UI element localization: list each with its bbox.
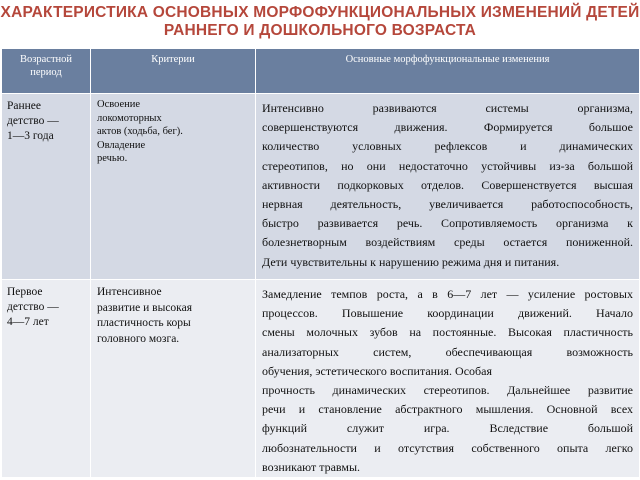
cell-text-line: процессов. Повышение координации движений. Начало [262, 306, 633, 321]
cell-text-line: Интенсивное [97, 286, 162, 298]
page-title-line-2: РАННЕГО И ДОШКОЛЬНОГО ВОЗРАСТА [163, 22, 477, 39]
cell-text-line: развитие и высокая [97, 301, 192, 314]
header-criteria: Критерии [91, 49, 256, 94]
cell-text-line: 4—7 лет [7, 316, 49, 328]
cell-text-line: Овладение [97, 139, 146, 151]
cell-text-line: количество условных рефлексов и динамических [262, 139, 633, 154]
cell-text-line: детство — [7, 301, 59, 313]
cell-text-line: смены молочных зубов на постоянные. Высокая пластичность [262, 325, 633, 340]
cell-period [2, 280, 91, 478]
cell-text-line: болезнетворным воздействиям среды остается пониженной. [262, 235, 633, 250]
cell-text-line: анализаторных систем, обеспечивающая возможность [262, 344, 633, 359]
cell-text-line: возникают травмы. [262, 459, 361, 474]
cell-text-line: стереотипов, но они недостаточно устойчивы из-за большой [262, 158, 633, 173]
page-title [0, 4, 640, 40]
cell-text-line: Освоение [97, 99, 141, 110]
cell-text-line: локомоторных [97, 112, 162, 124]
cell-text-line: Дети чувствительны к нарушению режима дня и питания. [262, 254, 560, 269]
cell-text-line: Раннее [7, 100, 42, 112]
page-title-line-1: ХАРАКТЕРИСТИКА ОСНОВНЫХ МОРФОФУНКЦИОНАЛЬНЫХ ИЗМЕНЕНИЙ ДЕТЕЙ [0, 4, 640, 21]
cell-text-line: функций служит игра. Вследствие большой [262, 421, 633, 436]
cell-criteria [91, 94, 256, 280]
cell-text-line: речью. [97, 153, 128, 164]
cell-text-line: детство — [7, 115, 59, 127]
table-row [2, 94, 640, 280]
cell-period [2, 94, 91, 280]
cell-text-line: быстро развивается речь. Сопротивляемость организма к [262, 216, 633, 231]
cell-text-line: актов (ходьба, бег). [97, 126, 183, 137]
cell-changes [256, 280, 640, 478]
cell-text-line: нервная деятельность, увеличивается работоспособность, [262, 197, 633, 212]
cell-text-line: речи и становление абстрактного мышления. Основной всех [262, 402, 633, 417]
cell-changes [256, 94, 640, 280]
cell-text-line: прочность динамических стереотипов. Дальнейшее развитие [262, 383, 633, 398]
cell-criteria [91, 280, 256, 478]
header-changes: Основные морфофункциональные изменения [256, 49, 640, 94]
cell-text-line: Интенсивно развиваются системы организма, [262, 101, 633, 115]
cell-text-line: любознательности и отсутствия собственного опыта легко [262, 440, 633, 455]
cell-text-line: активности подкорковых отделов. Совершенствуется высшая [262, 177, 633, 192]
table-header-row [2, 49, 640, 94]
cell-text-line: совершенствуются движения. Формируется большое [262, 120, 633, 135]
cell-text-line: головного мозга. [97, 332, 180, 345]
cell-text-line: пластичность коры [97, 317, 191, 329]
header-age-period: Возрастной период [2, 49, 91, 94]
cell-text-line: Первое [7, 286, 43, 298]
cell-text-line: 1—3 года [7, 130, 54, 142]
cell-text-line: Замедление темпов роста, а в 6—7 лет — усиление ростовых [262, 287, 633, 301]
characteristics-table [1, 48, 640, 478]
table-row [2, 280, 640, 478]
cell-text-line: обучения, эстетического воспитания. Особая [262, 363, 492, 378]
